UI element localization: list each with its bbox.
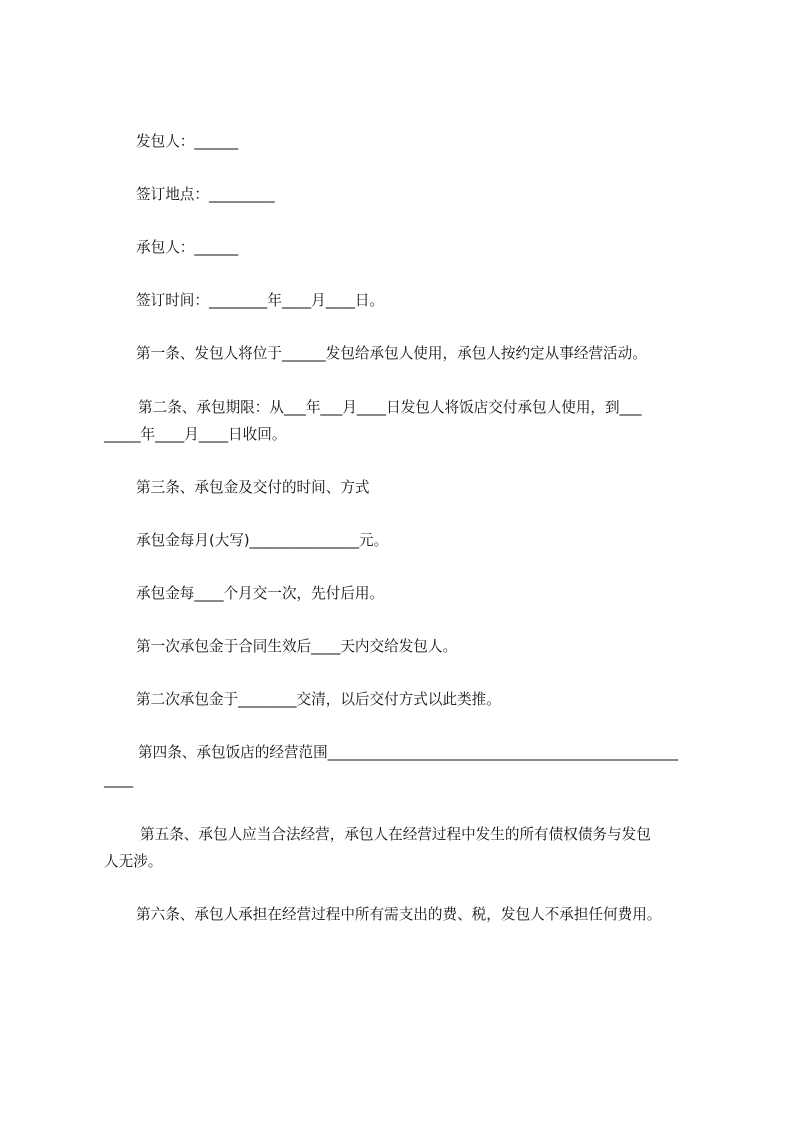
article-3-title: 第三条、承包金及交付的时间、方式 <box>136 479 370 496</box>
article-1: 第一条、发包人将位于______发包给承包人使用，承包人按约定从事经营活动。 <box>136 345 647 362</box>
party-a-line: 发包人：______ <box>136 133 239 150</box>
payment-frequency-line: 承包金每____个月交一次，先付后用。 <box>136 585 385 602</box>
article-5-line-2: 人无涉。 <box>104 853 163 870</box>
party-b-line: 承包人：______ <box>136 239 239 256</box>
article-2-line-2: _____年____月____日收回。 <box>104 426 287 443</box>
second-payment-line: 第二次承包金于________交清，以后交付方式以此类推。 <box>136 691 501 708</box>
article-2-line-1: 第二条、承包期限：从___年___月____日发包人将饭店交付承包人使用，到___ <box>138 399 642 416</box>
first-payment-line: 第一次承包金于合同生效后____天内交给发包人。 <box>136 638 458 655</box>
article-6: 第六条、承包人承担在经营过程中所有需支出的费、税，发包人不承担任何费用。 <box>136 906 662 923</box>
article-5-line-1: 第五条、承包人应当合法经营，承包人在经营过程中发生的所有债权债务与发包 <box>140 826 651 843</box>
article-4-line-2: ____ <box>104 771 134 788</box>
article-4-line-1: 第四条、承包饭店的经营范围________________________________________________ <box>138 744 678 761</box>
sign-place-line: 签订地点：_________ <box>136 186 275 203</box>
monthly-fee-line: 承包金每月(大写)_______________元。 <box>136 532 389 549</box>
sign-time-line: 签订时间：________年____月____日。 <box>136 292 385 309</box>
